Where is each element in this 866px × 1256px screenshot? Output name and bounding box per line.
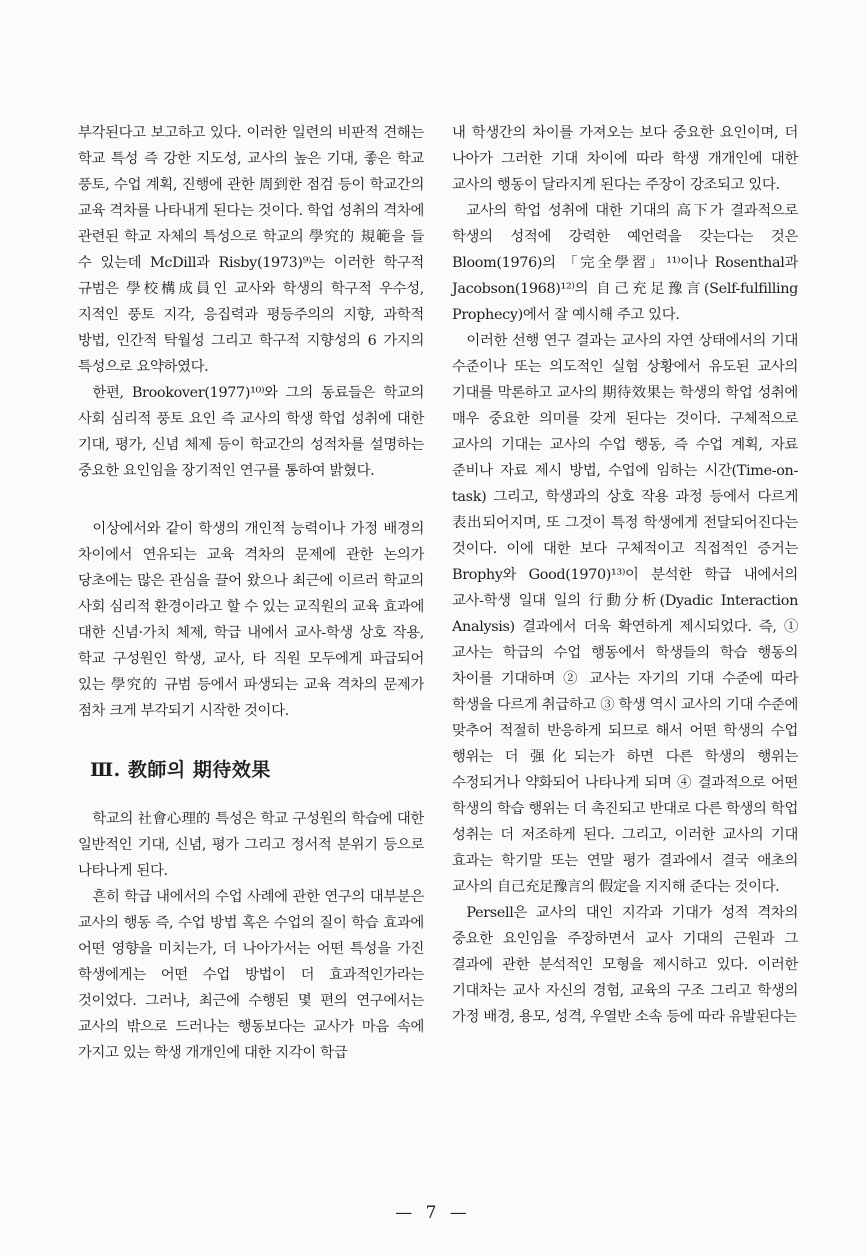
- paragraph: Persell은 교사의 대인 지각과 기대가 성적 격차의 중요한 요인임을 주장하면서 교사 기대의 근원과 그 결과에 관한 분석적인 모형을 제시하고 있다. 이러한 기대차는 교사 자신의 경험, 교육의 구조 그리고 학생의 가정 배경, 용모, 성격, 우열반 소속 등에 따라 유발된다는: [452, 905, 798, 1025]
- paragraph: 이러한 선행 연구 결과는 교사의 자연 상태에서의 기대 수준이나 또는 의도적인 실험 상황에서 유도된 교사의 기대를 막론하고 교사의 期待效果는 학생의 학업 성취에 매우 중요한 의미를 갖게 된다는 것이다. 구체적으로 교사의 기대는 교사의 수업 행동, 즉 수업 계획, 자료 준비나 자료 제시 방법, 수업에 임하는 시간(Time-on-task) 그리고, 학생과의 상호 작용 과정 등에서 다르게 表出되어지며, 또 그것이 특정 학생에게 전달되어진다는 것이다. 이에 대한 보다 구체적이고 직접적인 증거는 Brophy와 Good(1970)¹³⁾이 분석한 학급 내에서의 교사-학생 일대 일의 行動分析(Dyadic Interaction Analysis) 결과에서 더욱 확연하게 제시되었다. 즉, ① 교사는 학급의 수업 행동에서 학생들의 학습 행동의 차이를 기대하며 ② 교사는 자기의 기대 수준에 따라 학생을 다르게 취급하고 ③ 학생 역시 교사의 기대 수준에 맞추어 적절히 반응하게 되므로 해서 어떤 학생의 수업 행위는 더 强化되는가 하면 다른 학생의 행위는 수정되거나 약화되어 나타나게 되며 ④ 결과적으로 어떤 학생의 학습 행위는 더 촉진되고 반대로 다른 학생의 학업 성취는 더 저조하게 된다. 그리고, 이러한 교사의 기대 효과는 학기말 또는 연말 평가 결과에서 결국 애초의 교사의 自己充足豫言의 假定을 지지해 준다는 것이다.: [452, 333, 798, 895]
- paragraph-gap: [78, 790, 424, 806]
- paragraph-gap: [78, 484, 424, 516]
- paragraph: 교사의 학업 성취에 대한 기대의 高下가 결과적으로 학생의 성적에 강력한 예언력을 갖는다는 것은 Bloom(1976)의 「完全學習」¹¹⁾이나 Rosenthal과 Jacobson(1968)¹²⁾의 自己充足豫言(Self-fulfilling Prophecy)에서 잘 예시해 주고 있다.: [452, 203, 798, 323]
- paragraph-gap: [78, 724, 424, 750]
- paragraph: 흔히 학급 내에서의 수업 사례에 관한 연구의 대부분은 교사의 행동 즉, 수업 방법 혹은 수업의 질이 학습 효과에 어떤 영향을 미치는가, 더 나아가서는 어떤 특성을 가진 학생에게는 어떤 수업 방법이 더 효과적인가라는 것이었다. 그러나, 최근에 수행된 몇 편의 연구에서는 교사의 밖으로 드러나는 행동보다는 교사가 마음 속에 가지고 있는 학생 개개인에 대한 지각이 학급: [78, 889, 424, 1061]
- paragraph: 이상에서와 같이 학생의 개인적 능력이나 가정 배경의 차이에서 연유되는 교육 격차의 문제에 관한 논의가 당초에는 많은 관심을 끌어 왔으나 최근에 이르러 학교의 사회 심리적 환경이라고 할 수 있는 교직원의 교육 효과에 대한 신념·가치 체제, 학급 내에서 교사-학생 상호 작용, 학교 구성원인 학생, 교사, 타 직원 모두에게 파급되어 있는 學究的 규범 등에서 파생되는 교육 격차의 문제가 점차 크게 부각되기 시작한 것이다.: [78, 521, 424, 719]
- paragraph: 학교의 社會心理的 특성은 학교 구성원의 학습에 대한 일반적인 기대, 신념, 평가 그리고 정서적 분위기 등으로 나타나게 된다.: [78, 811, 424, 879]
- section-heading: Ⅲ. 教師의 期待效果: [90, 759, 271, 781]
- page-number: — 7 —: [395, 1203, 471, 1223]
- paragraph: 내 학생간의 차이를 가져오는 보다 중요한 요인이며, 더 나아가 그러한 기대 차이에 따라 학생 개개인에 대한 교사의 행동이 달라지게 된다는 주장이 강조되고 있다.: [452, 125, 798, 193]
- left-column: [78, 120, 424, 1066]
- paragraph: 한편, Brookover(1977)¹⁰⁾와 그의 동료들은 학교의 사회 심리적 풍토 요인 즉 교사의 학생 학업 성취에 대한 기대, 평가, 신념 체제 등이 학교간의 성적차를 설명하는 중요한 요인임을 장기적인 연구를 통하여 밝혔다.: [78, 385, 424, 479]
- right-column: [452, 120, 798, 1030]
- paragraph: 부각된다고 보고하고 있다. 이러한 일련의 비판적 견해는 학교 특성 즉 강한 지도성, 교사의 높은 기대, 좋은 학교 풍토, 수업 계획, 진행에 관한 周到한 점검 등이 학교간의 교육 격차를 나타내게 된다는 것이다. 학업 성취의 격차에 관련된 학교 자체의 특성으로 학교의 學究的 規範을 들 수 있는데 McDill과 Risby(1973)⁹⁾는 이러한 학구적 규범은 學校構成員인 교사와 학생의 학구적 우수성, 지적인 풍토 지각, 응집력과 평등주의의 지향, 과학적 방법, 인간적 탁월성 그리고 학구적 지향성의 6 가지의 특성으로 요약하였다.: [78, 125, 424, 375]
